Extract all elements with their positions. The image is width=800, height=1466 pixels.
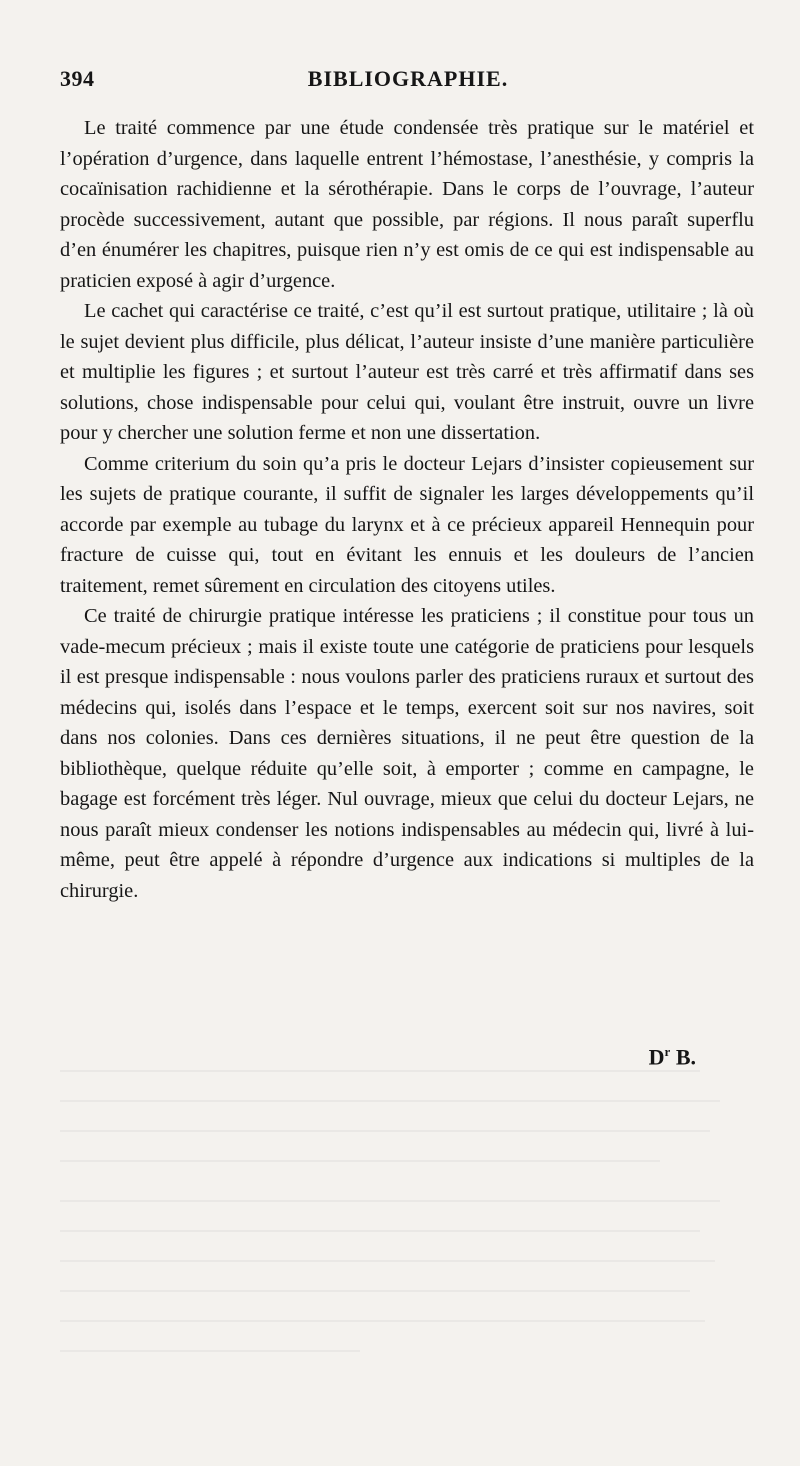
signature-prefix: D xyxy=(648,1044,665,1070)
show-through-texture xyxy=(60,1060,760,1390)
body-text xyxy=(60,113,754,906)
running-head: BIBLIOGRAPHIE. xyxy=(307,66,509,91)
signature xyxy=(560,1044,696,1070)
paragraph-4: Ce traité de chirurgie pratique intéresse les praticiens ; il constitue pour tous un vade-mecum précieux ; mais il existe toute une catégorie de praticiens pour lesquels il est presque indispensable : nous voulons parler des praticiens ruraux et surtout des médecins qui, isolés dans l’espace et le temps, exercent soit sur nos navires, soit dans nos colonies. Dans ces dernières situations, il ne peut être question de la bibliothèque, quelque réduite qu’elle soit, à emporter ; comme en campagne, le bagage est forcément très léger. Nul ouvrage, mieux que celui du docteur Lejars, ne nous paraît mieux condenser les notions indispensables au médecin qui, livré à lui-même, peut être appelé à répondre d’urgence aux indications si multiples de la chirurgie. xyxy=(60,605,754,902)
paragraph-1: Le traité commence par une étude condensée très pratique sur le matériel et l’opération d’urgence, dans laquelle entrent l’hémostase, l’anesthésie, y compris la cocaïnisation rachidienne et la sérothérapie. Dans le corps de l’ouvrage, l’auteur procède successivement, autant que possible, par régions. Il nous paraît superflu d’en énumérer les chapitres, puisque rien n’y est omis de ce qui est indispensable au praticien exposé à agir d’urgence. xyxy=(60,117,754,292)
signature-name: B. xyxy=(675,1044,696,1070)
page-header xyxy=(60,66,756,100)
signature-superscript: r xyxy=(664,1044,671,1059)
page-number: 394 xyxy=(60,66,95,91)
paragraph-3: Comme criterium du soin qu’a pris le docteur Lejars d’insister copieusement sur les sujets de pratique courante, il suffit de signaler les larges développements qu’il accorde par exemple au tubage du larynx et à ce précieux appareil Hennequin pour fracture de cuisse qui, tout en évitant les ennuis et les douleurs de l’ancien traitement, remet sûrement en circulation des citoyens utiles. xyxy=(60,452,754,597)
paragraph-2: Le cachet qui caractérise ce traité, c’est qu’il est surtout pratique, utilitaire ; là où le sujet devient plus difficile, plus délicat, l’auteur insiste d’une manière particulière et multiplie les figures ; et surtout l’auteur est très carré et très affirmatif dans ses solutions, chose indispensable pour celui qui, voulant être instruit, ouvre un livre pour y chercher une solution ferme et non une dissertation. xyxy=(60,300,754,444)
